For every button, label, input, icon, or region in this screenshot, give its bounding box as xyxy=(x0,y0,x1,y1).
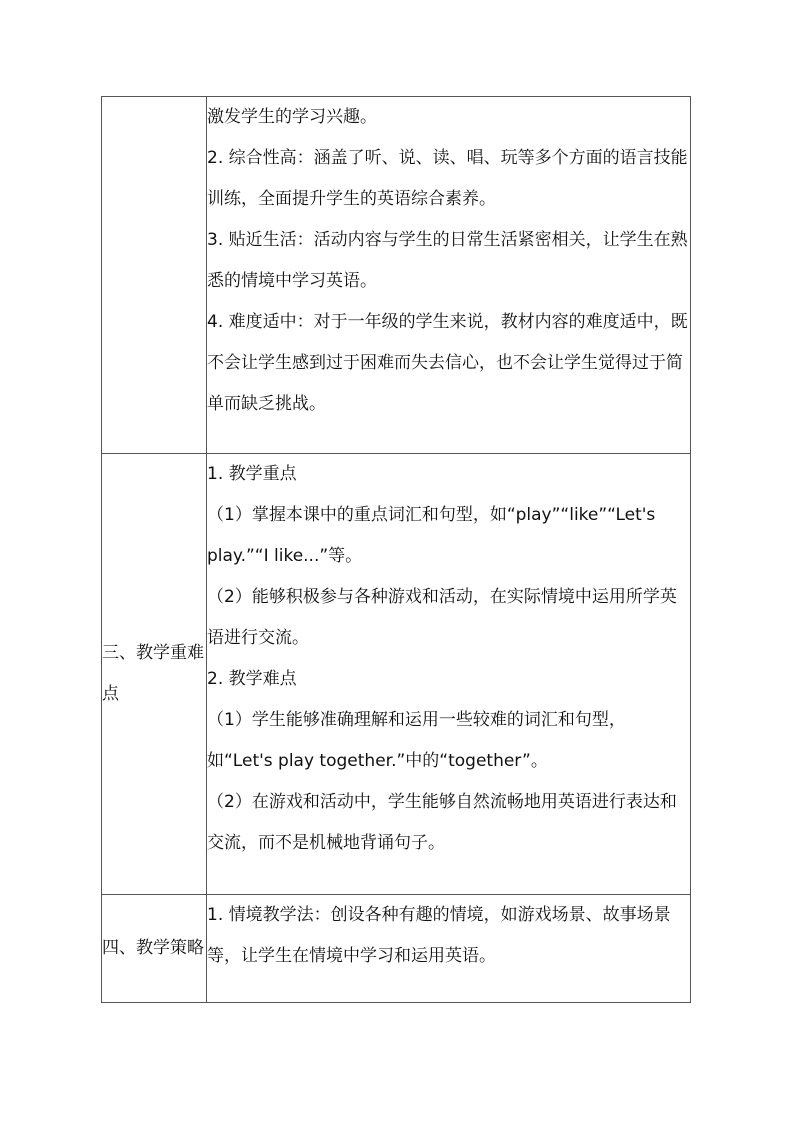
paragraph: （2）在游戏和活动中，学生能够自然流畅地用英语进行表达和交流，而不是机械地背诵句子。 xyxy=(207,792,677,853)
paragraph: 3. 贴近生活：活动内容与学生的日常生活紧密相关，让学生在熟悉的情境中学习英语。 xyxy=(207,230,688,291)
paragraph: （2）能够积极参与各种游戏和活动，在实际情境中运用所学英语进行交流。 xyxy=(207,587,677,648)
row-label: 四、教学策略 xyxy=(102,895,207,1003)
paragraph: 1. 情境教学法：创设各种有趣的情境，如游戏场景、故事场景等，让学生在情境中学习和运用英语。 xyxy=(207,905,671,966)
paragraph: 激发学生的学习兴趣。 xyxy=(207,107,377,127)
paragraph: （1）学生能够准确理解和运用一些较难的词汇和句型，如“Let's play together.”中的“together”。 xyxy=(207,710,626,771)
paragraph: 2. 综合性高：涵盖了听、说、读、唱、玩等多个方面的语言技能训练，全面提升学生的英语综合素养。 xyxy=(207,148,688,209)
paragraph: （1）掌握本课中的重点词汇和句型，如“play”“like”“Let's play.”“I like...”等。 xyxy=(207,505,656,566)
table-row xyxy=(102,97,691,454)
table-row xyxy=(102,454,691,895)
lesson-plan-table xyxy=(101,96,691,1003)
row-label xyxy=(102,97,207,454)
section-heading: 1. 教学重点 xyxy=(207,464,297,484)
row-content xyxy=(207,895,691,1003)
row-content xyxy=(207,97,691,454)
row-label: 三、教学重难点 xyxy=(102,454,207,895)
paragraph: 4. 难度适中：对于一年级的学生来说，教材内容的难度适中，既不会让学生感到过于困难而失去信心，也不会让学生觉得过于简单而缺乏挑战。 xyxy=(207,312,688,414)
table-row xyxy=(102,895,691,1003)
row-content xyxy=(207,454,691,895)
section-heading: 2. 教学难点 xyxy=(207,669,297,689)
